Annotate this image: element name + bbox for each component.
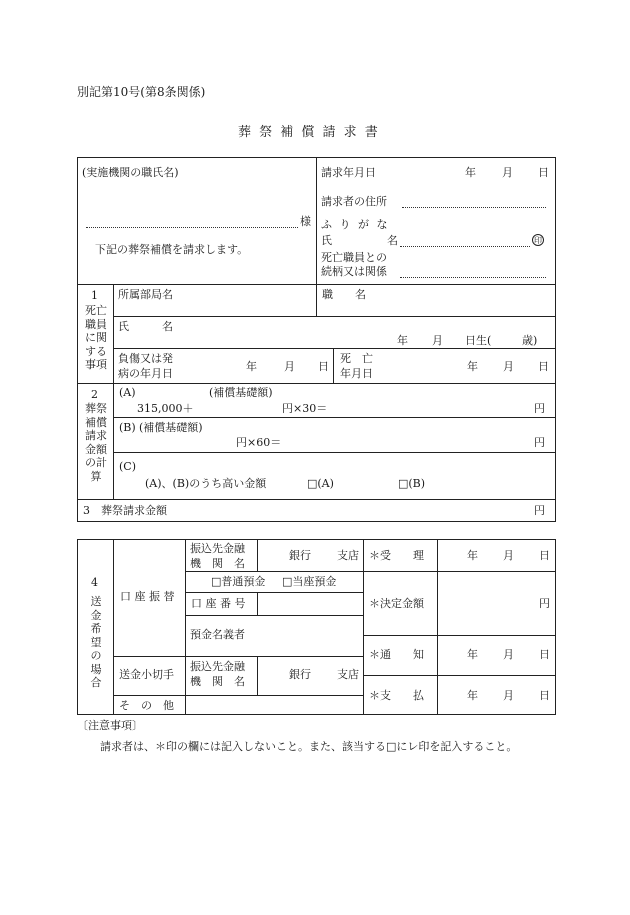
decided-amount-yen: 円 — [539, 597, 550, 610]
calc-b-label: (B) — [119, 421, 136, 434]
notice-month: 月 — [503, 648, 514, 661]
branch-suffix: 支店 — [337, 549, 359, 562]
notes-heading: 〔注意事項〕 — [77, 719, 143, 732]
receipt-month: 月 — [503, 549, 514, 562]
position-label: 職 名 — [322, 288, 366, 301]
notice-day: 日 — [539, 648, 550, 661]
form-number: 別記第10号(第8条関係) — [77, 85, 206, 99]
payment-label: ＊支 払 — [369, 689, 424, 702]
notice-label: ＊通 知 — [369, 648, 424, 661]
birth-month: 月 — [432, 334, 443, 347]
injury-date-label-line2: 病の年月日 — [118, 367, 173, 380]
death-date-label-line1: 死 亡 — [340, 352, 373, 365]
section4-label: 送金希望の場合 — [90, 595, 102, 689]
section1-number: 1 — [91, 289, 98, 302]
calc-c-text: (A)、(B)のうち高い金額 — [145, 477, 267, 490]
injury-date-label-line1: 負傷又は発 — [118, 352, 173, 365]
calc-a-basis-label: (補償基礎額) — [209, 386, 273, 399]
injury-year: 年 — [246, 360, 257, 373]
calc-b-formula: 円×60＝ — [236, 436, 282, 449]
payment-day: 日 — [539, 689, 550, 702]
death-date-label-line2: 年月日 — [340, 367, 373, 380]
death-day: 日 — [538, 360, 549, 373]
birth-year: 年 — [397, 334, 408, 347]
request-date-label: 請求年月日 — [321, 166, 376, 179]
injury-month: 月 — [284, 360, 295, 373]
receipt-label: ＊受 理 — [369, 549, 424, 562]
seal-mark: 印 — [534, 236, 542, 245]
section2-label: 葬祭補償請求金額の計算 — [85, 402, 107, 483]
other-label: そ の 他 — [119, 699, 174, 712]
recipient-field[interactable] — [86, 227, 298, 228]
section1-label: 死亡職員に関する事項 — [85, 304, 107, 371]
claimant-name-field[interactable] — [400, 246, 530, 247]
department-label: 所属部局名 — [118, 288, 173, 301]
recipient-label: (実施機関の職氏名) — [82, 166, 179, 179]
check-bank-label-line1: 振込先金融 — [190, 660, 245, 673]
bank-label-line2: 機 関 名 — [190, 557, 245, 570]
name-label-mei: 名 — [387, 234, 398, 247]
bank-label-line1: 振込先金融 — [190, 542, 245, 555]
calc-c-label: (C) — [119, 460, 136, 473]
calc-a-formula: 円×30＝ — [282, 402, 328, 415]
request-date-day: 日 — [538, 166, 549, 179]
name-label-shi: 氏 — [321, 234, 332, 247]
receipt-year: 年 — [467, 549, 478, 562]
request-date-year: 年 — [465, 166, 476, 179]
death-month: 月 — [503, 360, 514, 373]
remittance-outer-border — [77, 539, 556, 715]
address-field[interactable] — [402, 207, 546, 208]
decided-amount-label: ＊決定金額 — [369, 597, 424, 610]
check-branch-suffix: 支店 — [337, 668, 359, 681]
check-bank-suffix: 銀行 — [289, 668, 311, 681]
receipt-day: 日 — [539, 549, 550, 562]
payment-year: 年 — [467, 689, 478, 702]
calc-a-yen: 円 — [534, 402, 545, 415]
current-deposit-checkbox[interactable]: □当座預金 — [282, 575, 337, 588]
option-b-checkbox[interactable]: □(B) — [398, 477, 426, 490]
relation-label-line2: 続柄又は関係 — [321, 265, 387, 278]
total-amount-yen: 円 — [534, 504, 545, 517]
notice-year: 年 — [467, 648, 478, 661]
request-statement: 下記の葬祭補償を請求します。 — [95, 243, 249, 256]
account-holder-label: 預金名義者 — [190, 628, 245, 641]
relation-field[interactable] — [400, 277, 546, 278]
birth-day: 日生( — [465, 334, 492, 347]
death-year: 年 — [467, 360, 478, 373]
deceased-name-label: 氏 名 — [118, 320, 173, 333]
total-amount-label: 3 葬祭請求金額 — [83, 504, 167, 517]
calc-a-label: (A) — [119, 386, 136, 399]
request-date-month: 月 — [502, 166, 513, 179]
page-title: 葬 祭 補 償 請 求 書 — [238, 125, 380, 140]
check-bank-label-line2: 機 関 名 — [190, 675, 245, 688]
remittance-check-label: 送金小切手 — [119, 668, 174, 681]
section4-number: 4 — [91, 576, 98, 589]
injury-day: 日 — [318, 360, 329, 373]
ordinary-deposit-checkbox[interactable]: □普通預金 — [211, 575, 266, 588]
notes-text: 請求者は、＊印の欄には記入しないこと。また、該当する□にレ印を記入すること。 — [100, 740, 518, 753]
address-label: 請求者の住所 — [321, 195, 387, 208]
section2-number: 2 — [91, 388, 98, 401]
option-a-checkbox[interactable]: □(A) — [307, 477, 334, 490]
payment-month: 月 — [503, 689, 514, 702]
calc-b-basis-label: (補償基礎額) — [139, 421, 203, 434]
bank-suffix: 銀行 — [289, 549, 311, 562]
account-transfer-label: 口 座 振 替 — [120, 590, 175, 603]
age-suffix: 歳) — [522, 334, 538, 347]
calc-b-yen: 円 — [534, 436, 545, 449]
calc-a-fixed-amount: 315,000＋ — [137, 402, 194, 415]
furigana-label: ふ り が な — [321, 218, 390, 231]
relation-label-line1: 死亡職員との — [321, 251, 387, 264]
account-number-label: 口 座 番 号 — [191, 597, 246, 610]
sama-honorific: 様 — [300, 215, 311, 228]
